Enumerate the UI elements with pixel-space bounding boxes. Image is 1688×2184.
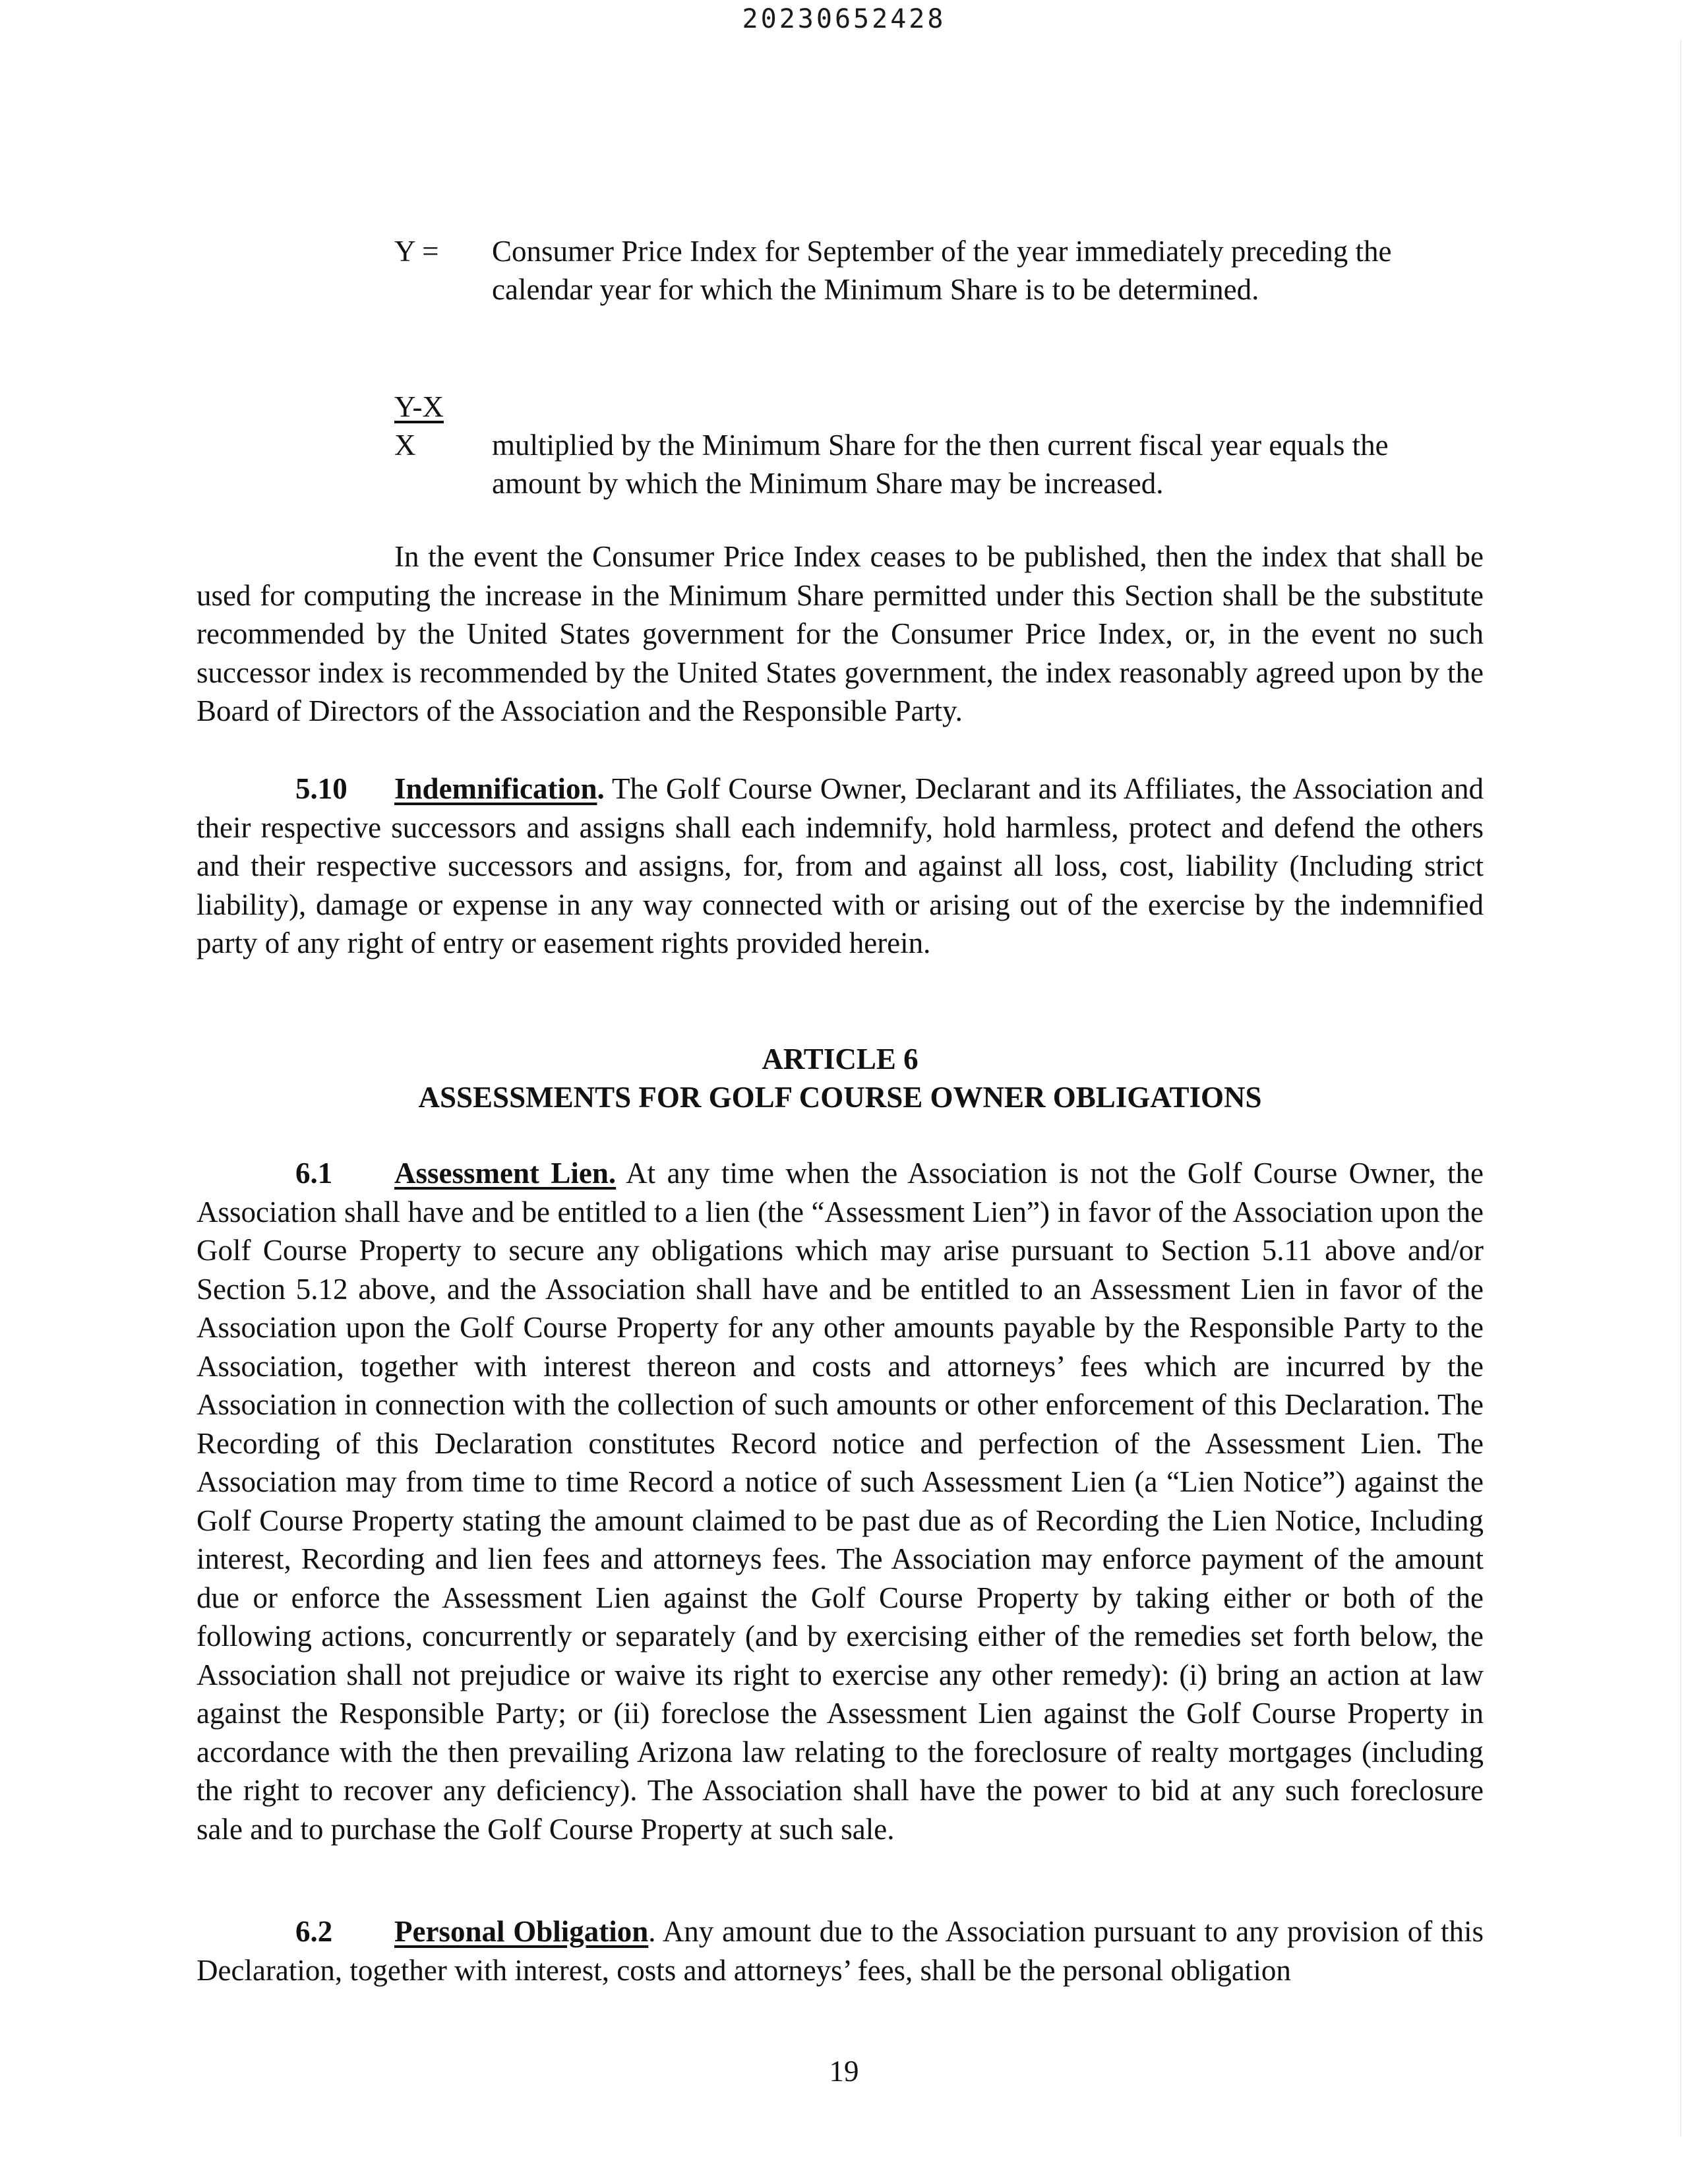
section-6-2-number: 6.2 — [295, 1915, 333, 1948]
section-5-10: 5.10 Indemnification. The Golf Course Owner, Declarant and its Affiliates, the Association and their respective successors and assigns shall each indemnify, hold harmless, protect and defend the others and their respective successors and assigns, for, from and against all loss, cost, liability (Including strict liability), damage or expense in any way connected with or arising out of the exercise by the indemnified party of any right of entry or easement rights provided herein. — [196, 770, 1484, 963]
fraction-text: multiplied by the Minimum Share for the then current fiscal year equals the amount by which the Minimum Share may be increased. — [492, 429, 1389, 500]
section-6-2-heading: Personal Obligation — [394, 1915, 649, 1948]
section-6-1-number: 6.1 — [295, 1157, 333, 1190]
article-title: ASSESSMENTS FOR GOLF COURSE OWNER OBLIGATIONS — [418, 1081, 1262, 1114]
section-6-1-body: At any time when the Association is not the Golf Course Owner, the Association shall have and be entitled to a lien (the “Assessment Lien”) in favor of the Association upon the Golf Course Property to secure any obligations which may arise pursuant to Section 5.11 above and/or Section 5.12 above, and the Association shall have and be entitled to an Assessment Lien in favor of the Association upon the Golf Course Property for any other amounts payable by the Responsible Party to the Association, together with interest thereon and costs and attorneys’ fees which are incurred by the Association in connection with the collection of such amounts or other enforcement of this Declaration. The Recording of this Declaration constitutes Record notice and perfection of the Assessment Lien. The Association may from time to time Record a notice of such Assessment Lien (a “Lien Notice”) against the Golf Course Property stating the amount claimed to be past due as of Recording the Lien Notice, Including interest, Recording and lien fees and attorneys fees. The Association may enforce payment of the amount due or enforce the Assessment Lien against the Golf Course Property by taking either or both of the following actions, concurrently or separately (and by exercising either of the remedies set forth below, the Association shall not prejudice or waive its right to exercise any other remedy): (i) bring an action at law against the Responsible Party; or (ii) foreclose the Assessment Lien against the Golf Course Property in accordance with the then prevailing Arizona law relating to the foreclosure of realty mortgages (including the right to recover any deficiency). The Association shall have the power to bid at any such foreclosure sale and to purchase the Golf Course Property at such sale. — [196, 1157, 1484, 1846]
section-6-1 — [196, 1154, 1484, 1848]
section-5-10-number: 5.10 — [295, 772, 347, 805]
fraction-denominator: X — [394, 429, 416, 462]
fraction-numerator: Y-X — [394, 390, 444, 423]
paragraph-cpi — [196, 537, 1484, 731]
page-number: 19 — [829, 2055, 859, 2088]
document-number: 20230652428 — [742, 4, 946, 34]
article-number: ARTICLE 6 — [762, 1043, 919, 1076]
section-6-2-body: Any amount due to the Association pursuant to any provision of this Declaration, together with interest, costs and attorneys’ fees, shall be the personal obligation — [196, 1915, 1484, 1987]
scan-edge-line — [1680, 40, 1681, 2137]
definition-y-text: Consumer Price Index for September of the year immediately preceding the calendar year for which the Minimum Share is to be determined. — [492, 235, 1392, 306]
section-5-10-heading: Indemnification — [394, 772, 597, 805]
section-6-2: 6.2 Personal Obligation. Any amount due to the Association pursuant to any provision of this Declaration, together with interest, costs and attorneys’ fees, shall be the personal obligation — [196, 1912, 1484, 1989]
definition-y-label: Y = — [394, 235, 439, 268]
paragraph-cpi-text: In the event the Consumer Price Index ceases to be published, then the index that shall be used for computing the increase in the Minimum Share permitted under this Section shall be the substitute recommended by the United States government for the Consumer Price Index, or, in the event no such successor index is recommended by the United States government, the index reasonably agreed upon by the Board of Directors of the Association and the Responsible Party. — [196, 540, 1484, 727]
section-5-10-body: The Golf Course Owner, Declarant and its Affiliates, the Association and their respective successors and assigns shall each indemnify, hold harmless, protect and defend the others and their respective successors and assigns, for, from and against all loss, cost, liability (Including strict liability), damage or expense in any way connected with or arising out of the exercise by the indemnified party of any right of entry or easement rights provided herein. — [196, 772, 1484, 959]
section-6-1-heading: Assessment Lien. — [394, 1157, 617, 1190]
